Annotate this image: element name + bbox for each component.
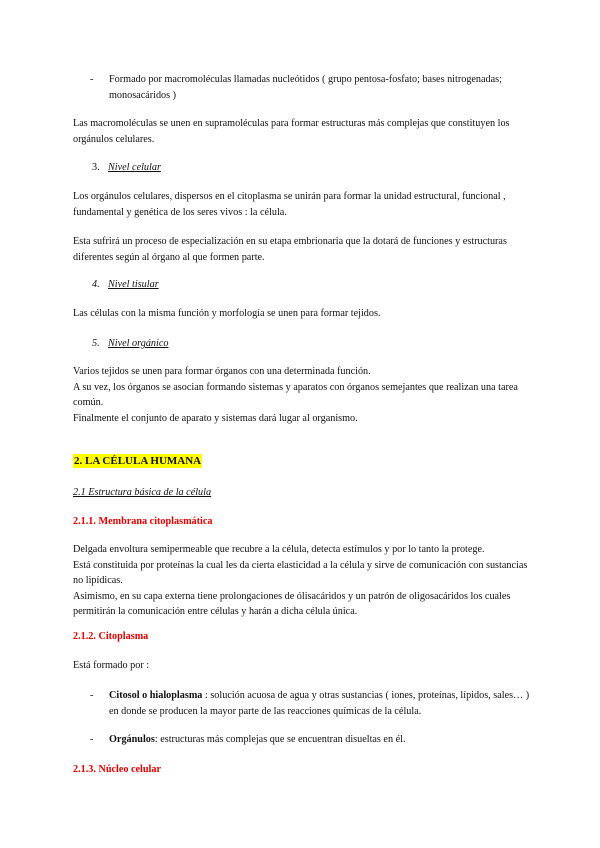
heading-citoplasma: 2.1.2. Citoplasma (73, 631, 149, 642)
subsection-heading-estructura: 2.1 Estructura básica de la célula (73, 487, 212, 498)
paragraph-organico-line-1: Varios tejidos se unen para formar órganos con una determinada función. (73, 366, 371, 377)
paragraph-celular-1: Los orgánulos celulares, dispersos en el citoplasma se unirán para formar la unidad estructural, funcional , fundamental y genética de los seres vivos : la célula. (73, 191, 506, 218)
paragraph-membrana (73, 542, 533, 620)
bullet-dash: - (90, 74, 94, 85)
paragraph-membrana-line-2: Está constituida por proteínas la cual les da cierta elasticidad a la célula y sirve de comunicación con sustancias no lipídicas. (73, 559, 528, 586)
bullet-text (109, 688, 530, 719)
paragraph-macromoleculas: Las macromoléculas se unen en supramoléculas para formar estructuras más complejas que constituyen los orgánulos celulares. (73, 118, 510, 145)
bullet-description: : estructuras más complejas que se encuentran disueltas en él. (154, 734, 406, 745)
heading-number: 3. (92, 162, 100, 173)
heading-nucleo: 2.1.3. Núcleo celular (73, 764, 161, 775)
bullet-description: : solución acuosa de agua y otras sustancias ( iones, proteínas, lípidos, sales… ) en donde se producen la mayor parte de las reacciones químicas de la célula. (109, 690, 530, 717)
paragraph-celular-2: Esta sufrirá un proceso de especialización en su etapa embrionaria que la dotará de funciones y estructuras diferentes según al órgano al que formen parte. (73, 236, 507, 263)
heading-number: 5. (92, 338, 100, 349)
bullet-text (109, 732, 530, 748)
paragraph-membrana-line-3: Asimismo, en su capa externa tiene prolongaciones de ólisacáridos y un patrón de oligosacáridos los cuales permitirán la comunicación entre células y harán a dicha célula única. (73, 590, 511, 617)
bullet-dash: - (90, 734, 94, 745)
bullet-term: Orgánulos (109, 734, 155, 745)
paragraph-membrana-line-1: Delgada envoltura semipermeable que recubre a la célula, detecta estímulos y por lo tanto la protege. (73, 544, 485, 555)
bullet-item-nucleotidos (90, 72, 530, 103)
paragraph-citoplasma: Está formado por : (73, 660, 150, 671)
bullet-dash: - (90, 690, 94, 701)
heading-title: Nivel tisular (108, 279, 159, 290)
bullet-item-organulos (90, 732, 530, 748)
heading-nivel-celular (92, 160, 161, 176)
heading-title: Nivel celular (108, 162, 161, 173)
heading-nivel-tisular (92, 277, 159, 293)
paragraph-organico-line-3: Finalmente el conjunto de aparato y sistemas dará lugar al organismo. (73, 412, 358, 424)
section-heading-celula-humana: 2. LA CÉLULA HUMANA (74, 455, 202, 467)
heading-nivel-organico (92, 336, 168, 352)
paragraph-organico-line-2: A su vez, los órganos se asocian formando sistemas y aparatos con órganos semejantes que realizan una tarea común. (73, 381, 518, 408)
paragraph-organico (73, 364, 533, 426)
heading-title: Nivel orgánico (108, 338, 169, 349)
heading-number: 4. (92, 279, 100, 290)
bullet-term: Citosol o hialoplasma (109, 690, 203, 701)
bullet-text: Formado por macromoléculas llamadas nucleótidos ( grupo pentosa-fosfato; bases nitrogenadas; monosacáridos ) (109, 74, 502, 101)
paragraph-tisular: Las células con la misma función y morfología se unen para formar tejidos. (73, 308, 381, 319)
heading-membrana: 2.1.1. Membrana citoplasmática (73, 516, 213, 527)
bullet-item-citosol (90, 688, 530, 719)
